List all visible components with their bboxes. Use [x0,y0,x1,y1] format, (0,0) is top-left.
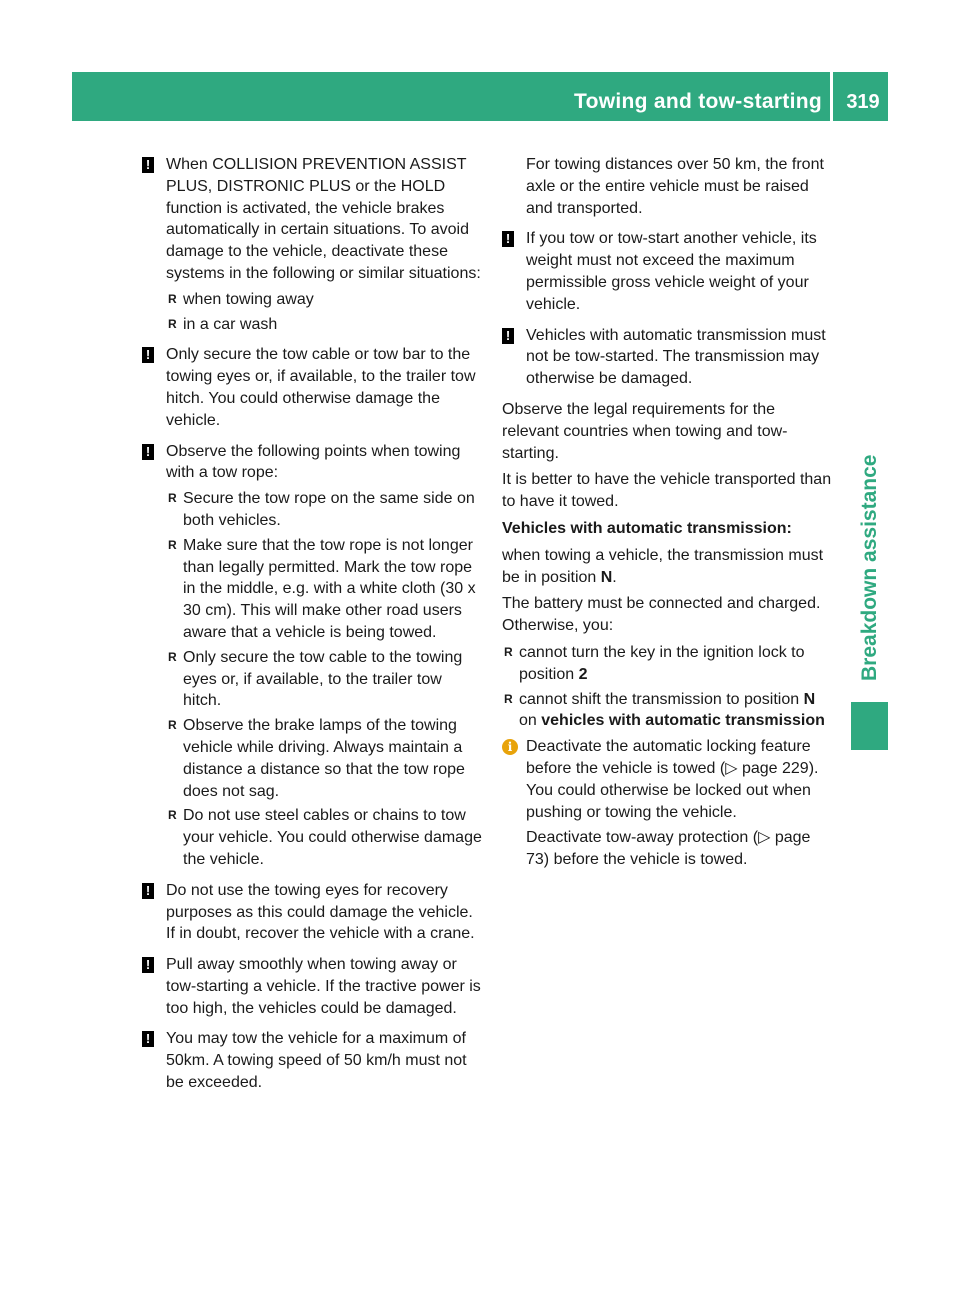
warning-note-continued [502,154,835,219]
position-value: N [600,568,613,586]
text-run: on [519,712,542,730]
note-text: Vehicles with automatic transmission must not be tow-started. The transmission may otherwise be damaged. [526,326,826,388]
list-item: R Secure the tow rope on the same side on both vehicles. [166,488,482,532]
list-item: R Do not use steel cables or chains to tow your vehicle. You could otherwise damage the vehicle. [166,805,482,870]
left-column [142,154,482,1103]
info-note [502,736,835,871]
right-column [502,154,835,880]
note-text: When COLLISION PREVENTION ASSIST PLUS, DISTRONIC PLUS or the HOLD function is activated, the vehicle brakes automatically in certain situations. To avoid damage to the vehicle, deactivate these systems in the following or similar situations: [166,156,481,282]
list-item: R in a car wash [166,314,482,336]
info-icon: i [502,739,518,755]
warning-note [142,441,482,871]
warning-icon: ! [502,328,514,344]
list-item: R Make sure that the tow rope is not longer than legally permitted. Mark the tow rope in the middle, e.g. with a white cloth (30 x 30 cm). This will make other road users aware that a vehicle is being towed. [166,535,482,644]
position-value: 2 [578,665,588,683]
header-divider [830,72,833,121]
paragraph: The battery must be connected and charged. Otherwise, you: [502,595,821,635]
paragraph: Observe the legal requirements for the relevant countries when towing and tow-starting. [502,400,788,462]
bullet-list [502,642,835,732]
warning-icon: ! [142,1031,154,1047]
warning-icon: ! [142,157,154,173]
warning-note [142,1028,482,1093]
note-text: For towing distances over 50 km, the front axle or the entire vehicle must be raised and transported. [526,156,824,217]
list-item: R Only secure the tow cable to the towing eyes or, if available, to the trailer tow hitch. [166,647,482,712]
emphasis-text: vehicles with automatic transmission [541,712,825,730]
warning-note [142,954,482,1019]
warning-note [502,325,835,390]
warning-note [502,228,835,315]
bullet-list [166,488,482,871]
section-tab-marker [851,702,888,750]
bullet-list [166,289,482,336]
position-value: N [803,690,816,708]
paragraph: It is better to have the vehicle transported than to have it towed. [502,471,832,511]
list-item [502,689,835,733]
list-item [502,642,835,686]
subheading: Vehicles with automatic transmission: [502,519,792,537]
text-run: cannot turn the key in the ignition lock to position [519,643,805,683]
note-text: Observe the following points when towing with a tow rope: [166,442,461,482]
text-run: cannot shift the transmission to position [519,690,804,708]
text-run: when towing a vehicle, the transmission must be in position [502,546,824,586]
note-text: Deactivate tow-away protection (▷ page 73) before the vehicle is towed. [526,829,811,869]
note-text: Only secure the tow cable or tow bar to the towing eyes or, if available, to the trailer tow hitch. You could otherwise damage the vehicle. [166,346,476,429]
list-item: R when towing away [166,289,482,311]
warning-icon: ! [142,444,154,460]
warning-note [142,154,482,335]
paragraph [502,545,835,589]
warning-icon: ! [142,957,154,973]
warning-note [142,880,482,945]
note-text: You may tow the vehicle for a maximum of 50km. A towing speed of 50 km/h must not be exceeded. [166,1030,467,1092]
warning-icon: ! [502,231,514,247]
note-text: If you tow or tow-start another vehicle, its weight must not exceed the maximum permissible gross vehicle weight of your vehicle. [526,230,817,313]
warning-icon: ! [142,883,154,899]
warning-icon: ! [142,347,154,363]
section-tab: Breakdown assistance [858,454,881,682]
note-text: Do not use the towing eyes for recovery purposes as this could damage the vehicle. If in doubt, recover the vehicle with a crane. [166,881,475,943]
note-text: Pull away smoothly when towing away or tow-starting a vehicle. If the tractive power is too high, the vehicles could be damaged. [166,956,481,1017]
page-title: Towing and tow-starting [574,90,822,113]
warning-note [142,344,482,431]
note-text: Deactivate the automatic locking feature before the vehicle is towed (▷ page 229). You could otherwise be locked out when pushing or towing the vehicle. [526,738,819,821]
text-run: . [612,568,617,586]
page-number: 319 [846,91,880,113]
list-item: R Observe the brake lamps of the towing vehicle while driving. Always maintain a distance a distance so that the tow rope does not sag. [166,715,482,802]
